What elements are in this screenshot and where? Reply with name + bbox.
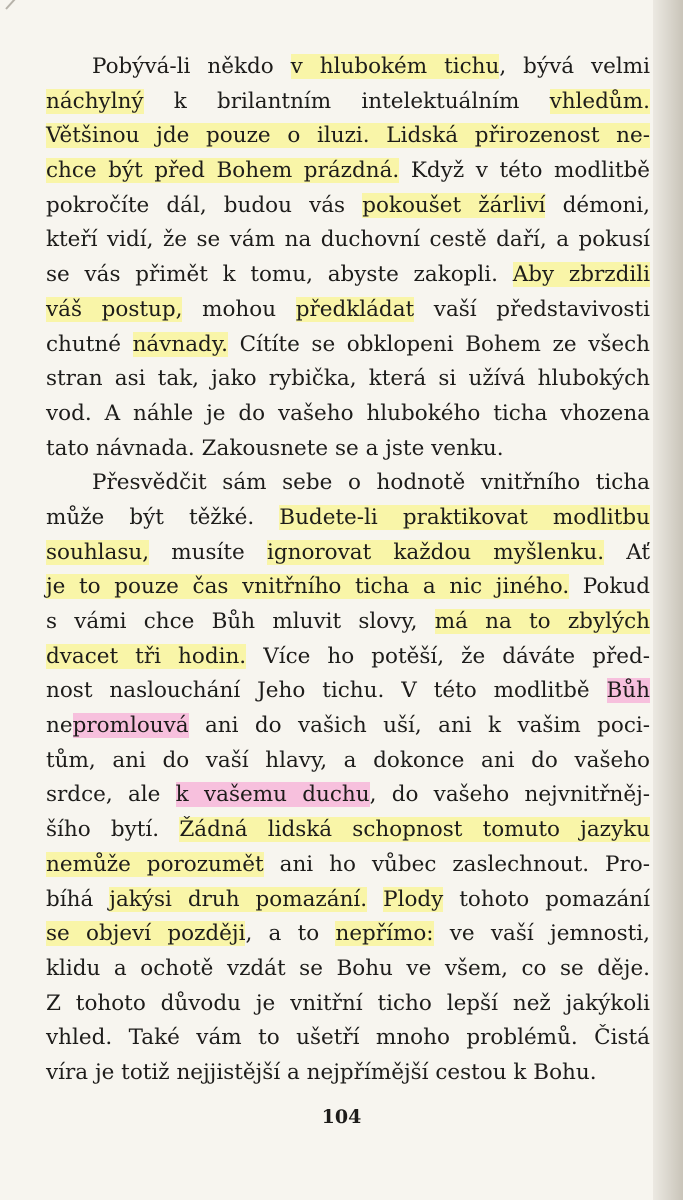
text-line: vod. A náhle je do vašeho hlubokého ticha vhozena bbox=[46, 400, 650, 426]
highlighter-mark: promlouvá bbox=[72, 713, 189, 739]
highlighter-mark: Aby zbrzdili bbox=[512, 262, 650, 288]
text-line: je to pouze čas vnitřního ticha a nic jiného. Pokud bbox=[46, 574, 650, 600]
text-line: chutné návnady. Cítíte se obklopeni Bohem ze všech bbox=[46, 331, 650, 357]
text-line: tům, ani do vaší hlavy, a dokonce ani do vašeho bbox=[46, 747, 650, 773]
text-line: náchylný k brilantním intelektuálním vhledům. bbox=[46, 88, 650, 114]
highlighter-mark: předkládat bbox=[295, 296, 415, 322]
text-line: Přesvědčit sám sebe o hodnotě vnitřního ticha bbox=[92, 470, 650, 496]
text-block bbox=[46, 50, 650, 1091]
text-line: vhled. Také vám to ušetří mnoho problémů. Čistá bbox=[46, 1025, 650, 1051]
text-line: víra je totiž nejjistější a nejpřímější cestou k Bohu. bbox=[46, 1059, 597, 1085]
text-line: s vámi chce Bůh mluvit slovy, má na to zbylých bbox=[46, 609, 651, 634]
text-line: váš postup, mohou předkládat vaší představivosti bbox=[46, 296, 650, 322]
paragraph-2 bbox=[46, 466, 650, 1090]
text-line: nost naslouchání Jeho tichu. V této modlitbě Bůh bbox=[46, 678, 650, 704]
highlighter-mark: nemůže porozumět bbox=[46, 851, 264, 877]
highlighter-mark: je to pouze čas vnitřního ticha a nic jiného. bbox=[46, 574, 570, 600]
highlighter-mark: náchylný bbox=[46, 88, 144, 114]
text-line: nemůže porozumět ani ho vůbec zaslechnout. Pro- bbox=[46, 851, 651, 877]
text-line: chce být před Bohem prázdná. Když v této modlitbě bbox=[46, 158, 651, 184]
text-line: se objeví později, a to nepřímo: ve vaší jemnosti, bbox=[46, 921, 650, 947]
text-line: kteří vidí, že se vám na duchovní cestě daří, a pokusí bbox=[46, 227, 650, 253]
text-line: dvacet tři hodin. Více ho potěší, že dáváte před- bbox=[46, 643, 650, 669]
text-line: bíhá jakýsi druh pomazání. Plody tohoto pomazání bbox=[46, 886, 650, 912]
highlighter-mark: má na to zbylých bbox=[434, 609, 651, 634]
text-line: Z tohoto důvodu je vnitřní ticho lepší než jakýkoli bbox=[46, 990, 650, 1016]
paragraph-1 bbox=[46, 50, 650, 466]
text-line: nepromlouvá ani do vašich uší, ani k vašim poci- bbox=[46, 713, 650, 739]
text-line: šího bytí. Žádná lidská schopnost tomuto jazyku bbox=[46, 817, 650, 843]
highlighter-mark: váš postup, bbox=[46, 296, 183, 322]
highlighter-mark: vhledům. bbox=[549, 88, 650, 114]
page-edge-shadow bbox=[653, 0, 683, 1200]
text-line: může být těžké. Budete-li praktikovat modlitbu bbox=[46, 504, 650, 530]
highlighter-mark: dvacet tři hodin. bbox=[46, 643, 247, 669]
highlighter-mark: ignorovat každou myšlenku. bbox=[266, 539, 605, 565]
text-line: tato návnada. Zakousnete se a jste venku. bbox=[46, 435, 504, 461]
page-number: 104 bbox=[321, 1106, 362, 1128]
text-line: Pobývá-li někdo v hlubokém tichu, bývá velmi bbox=[92, 54, 651, 79]
highlighter-mark: souhlasu, bbox=[46, 539, 150, 565]
highlighter-mark: jakýsi druh pomazání. bbox=[109, 886, 368, 912]
text-line: klidu a ochotě vzdát se Bohu ve všem, co se děje. bbox=[46, 955, 650, 981]
highlighter-mark: návnady. bbox=[132, 331, 228, 357]
text-line: srdce, ale k vašemu duchu, do vašeho nejvnitřněj- bbox=[46, 782, 651, 808]
highlighter-mark: Bůh bbox=[606, 678, 650, 704]
highlighter-mark: Budete-li praktikovat modlitbu bbox=[279, 504, 650, 530]
highlighter-mark: Většinou jde pouze o iluzi. Lidská přirozenost ne- bbox=[46, 123, 650, 149]
highlighter-mark: v hlubokém tichu bbox=[290, 54, 500, 79]
text-line: se vás přimět k tomu, abyste zakopli. Aby zbrzdili bbox=[46, 262, 650, 288]
highlighter-mark: se objeví později bbox=[46, 921, 246, 947]
text-line bbox=[46, 119, 650, 154]
highlighter-mark: chce být před Bohem prázdná. bbox=[46, 158, 400, 184]
text-line: souhlasu, musíte ignorovat každou myšlenku. Ať bbox=[46, 539, 650, 565]
text-line: pokročíte dál, budou vás pokoušet žárliví démoni, bbox=[46, 192, 650, 218]
highlighter-mark: k vašemu duchu bbox=[175, 782, 370, 808]
text-line: stran asi tak, jako rybička, která si užívá hlubokých bbox=[46, 366, 650, 392]
pencil-mark bbox=[5, 0, 53, 10]
highlighter-mark: pokoušet žárliví bbox=[362, 192, 546, 218]
highlighter-mark: Plody bbox=[383, 886, 444, 912]
highlighter-mark: Žádná lidská schopnost tomuto jazyku bbox=[179, 817, 650, 843]
highlighter-mark: nepřímo: bbox=[335, 921, 434, 947]
